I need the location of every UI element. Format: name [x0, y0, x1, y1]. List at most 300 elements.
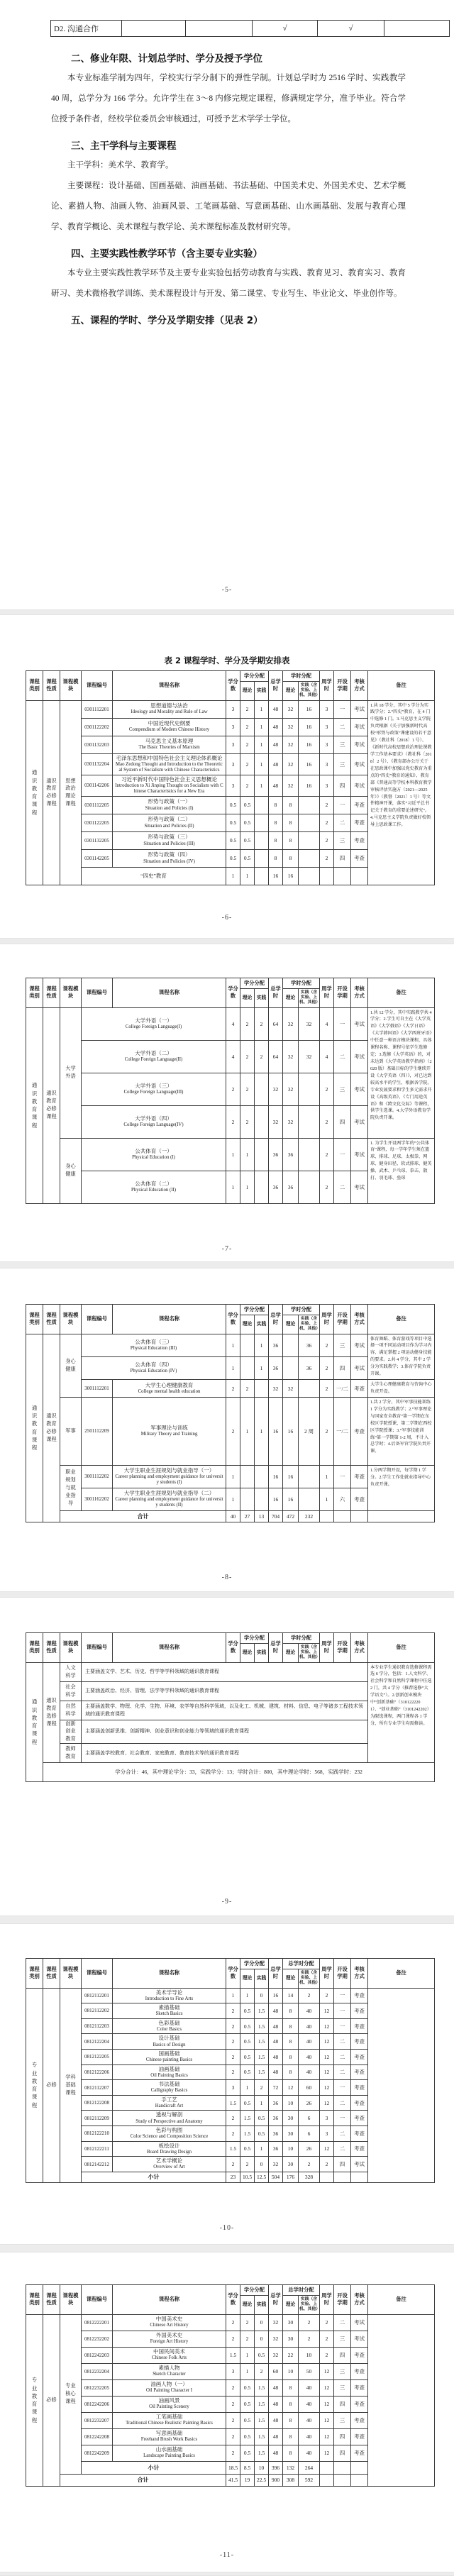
col-hours-theory: 理论	[283, 1315, 299, 1334]
course-name-cn: “四史”教育	[140, 872, 167, 879]
table-row	[26, 1762, 435, 1781]
course-name-cn: 公共体育（四）	[135, 1361, 172, 1369]
value-cell: 3	[226, 718, 240, 736]
module-cell: 军事	[60, 1397, 82, 1465]
course-name-en: College Foreign Language(I)	[125, 1024, 182, 1029]
course-name-en: Military Theory and Training	[140, 1432, 198, 1437]
value-cell: 2	[320, 796, 334, 814]
summary-value-cell: 264	[299, 2461, 320, 2474]
course-name	[82, 1356, 226, 1379]
value-cell: 三	[334, 2379, 351, 2396]
course-name-en: Physical Education (I)	[132, 1154, 175, 1160]
col-hours-dist: 学时分配	[283, 671, 320, 682]
col-semester: 开设学期	[334, 1959, 351, 1989]
col-credit-dist: 学分分配	[240, 978, 269, 989]
value-cell: 考查	[351, 2003, 368, 2019]
value-cell: 1	[226, 1171, 240, 1203]
page-separator	[0, 2572, 454, 2576]
summary-value-cell: 10.5	[240, 2172, 255, 2182]
value-cell: 2	[226, 2428, 240, 2445]
col-module: 课程模块	[60, 1633, 82, 1663]
module-description-cell: 主要涵盖文学、艺术、历史、哲学等学科领域的通识教育课程	[82, 1662, 368, 1681]
value-cell: 36	[269, 1334, 283, 1356]
value-cell: 0.5	[255, 2111, 269, 2126]
table-row	[26, 1662, 435, 1681]
col-hours-practice: 实践（含实验、上机、其他）	[299, 681, 320, 700]
remark-cell: 本专业学生通识教育选修课程需选 6 学分，包括：1.人文科学、社会科学和自然科学课程中任选 2 门，共 4 学分（推荐选修“大学语文”）。2.创新创业模块中“创新基础”（3101222201）、“创业基础”（3101242202）为限选课程，两门课程各 1 学分，所有专业学生均需修读。	[368, 1662, 435, 1762]
value-cell: 四	[334, 1105, 351, 1138]
col-code: 课程编号	[82, 978, 113, 1008]
value-cell: 32	[283, 1073, 299, 1105]
nature-cell: 通识教育必修课程	[43, 1334, 60, 1522]
value-cell: 0.5	[226, 796, 240, 814]
empty-cell	[351, 1510, 368, 1522]
course-name	[113, 831, 226, 849]
value-cell: 32	[283, 1380, 299, 1398]
value-cell: 36	[269, 2126, 283, 2142]
value-cell: 0.5	[240, 2034, 255, 2050]
course-name	[113, 2412, 226, 2428]
value-cell: 考查	[351, 849, 368, 867]
course-name-cn: 大学生职业生涯规划与就业指导（二）	[123, 1489, 215, 1496]
value-cell: 3	[226, 775, 240, 796]
value-cell	[299, 849, 320, 867]
course-code: 3001162202	[82, 1488, 113, 1510]
module-cell: 身心健康	[60, 1138, 82, 1203]
header-row	[26, 1959, 435, 1969]
course-name-cn: 大学生职业生涯规划与就业指导（一）	[123, 1466, 215, 1474]
remark-cell	[368, 1988, 435, 2182]
value-cell: 2	[240, 775, 255, 796]
col-name: 课程名称	[113, 671, 226, 701]
value-cell: 36	[269, 2141, 283, 2157]
value-cell: 12	[320, 2064, 334, 2080]
value-cell: 2	[226, 1380, 240, 1398]
col-hours-practice: 实践（含实验、上机、其他）	[299, 2295, 320, 2314]
value-cell: 0.5	[240, 2095, 255, 2111]
page-number: -6-	[221, 914, 233, 922]
value-cell: 0	[255, 2331, 269, 2347]
value-cell: 48	[269, 753, 283, 775]
col-hours-dist: 总学时分配	[283, 2285, 320, 2296]
col-assessment: 考核方式	[351, 2285, 368, 2315]
value-cell: 1	[255, 1334, 269, 1356]
course-name-en: Color Basics	[157, 2026, 182, 2032]
course-name-cn: 中国民间美术	[153, 2348, 185, 2355]
value-cell: 二	[334, 1171, 351, 1203]
course-name-cn: 色彩与构图	[155, 2127, 183, 2134]
value-cell: 三	[334, 2412, 351, 2428]
course-name-en: College Foreign Language(IV)	[123, 1122, 184, 1127]
value-cell: 1	[320, 1465, 334, 1488]
col-credit-theory: 理论	[240, 681, 255, 700]
course-name-en: Career planning and employment guidance for university students (II)	[115, 1497, 223, 1508]
course-name-cn: 马克思主义基本原理	[145, 738, 194, 745]
value-cell: 1.5	[255, 2379, 269, 2396]
course-name	[82, 1334, 226, 1356]
value-cell: 1	[255, 2141, 269, 2157]
course-name	[113, 718, 226, 736]
course-name-cn: 油画风景	[158, 2397, 180, 2404]
value-cell: 32	[269, 2347, 283, 2363]
value-cell: 8	[283, 2049, 299, 2064]
nature-cell: 必修	[43, 2314, 60, 2486]
value-cell: 1	[255, 1356, 269, 1379]
value-cell: 48	[269, 2412, 283, 2428]
value-cell: 1.5	[255, 2018, 269, 2034]
col-hours-practice: 实践（含实验、上机、其他）	[299, 988, 320, 1007]
value-cell: 32	[269, 1073, 283, 1105]
course-code: 0812242206	[82, 2396, 113, 2412]
col-code: 课程编号	[82, 1305, 113, 1334]
value-cell: 0.5	[226, 849, 240, 867]
value-cell: 16	[283, 867, 299, 885]
value-cell: 1	[255, 718, 269, 736]
value-cell: 48	[269, 2445, 283, 2461]
course-code: 0812112202	[82, 2003, 113, 2019]
value-cell: 考查	[351, 2396, 368, 2412]
summary-value-cell: 328	[299, 2172, 320, 2182]
page-separator	[0, 1261, 454, 1268]
value-cell: 8	[283, 2018, 299, 2034]
course-name-en: Career planning and employment guidance for university students (I)	[115, 1474, 223, 1486]
value-cell: 40	[299, 2445, 320, 2461]
course-name	[113, 1488, 226, 1510]
value-cell	[240, 1334, 255, 1356]
col-remark: 备注	[368, 2285, 435, 2315]
matrix-cell	[384, 21, 450, 37]
course-schedule-table	[26, 978, 435, 1204]
table-row	[26, 1510, 435, 1522]
value-cell: 1	[240, 1171, 255, 1203]
page-separator	[0, 1916, 454, 1924]
value-cell: 1	[255, 2095, 269, 2111]
value-cell: 2	[320, 814, 334, 831]
value-cell: 16	[299, 736, 320, 753]
value-cell: 1	[255, 700, 269, 718]
value-cell: 二	[334, 2049, 351, 2064]
value-cell: 一	[334, 1007, 351, 1040]
value-cell: 32	[299, 1040, 320, 1073]
col-name: 课程名称	[113, 2285, 226, 2315]
value-cell: 32	[283, 700, 299, 718]
course-name	[113, 2034, 226, 2050]
value-cell: 2	[226, 2445, 240, 2461]
value-cell: 32	[283, 753, 299, 775]
course-name-cn: 大学生心理健康教育	[145, 1381, 194, 1388]
module-cell: 思想政治理论课程	[60, 700, 82, 885]
value-cell: 0.5	[255, 2347, 269, 2363]
col-assessment: 考核方式	[351, 978, 368, 1008]
value-cell: 0.5	[240, 2003, 255, 2019]
value-cell: 一	[334, 700, 351, 718]
col-hours-practice: 实践（含实验、上机、其他）	[299, 1969, 320, 1988]
col-hours-theory: 理论	[283, 2295, 299, 2314]
col-credits: 学分数	[226, 1959, 240, 1989]
summary-value-cell: 27	[240, 1510, 255, 1522]
course-code: 0812122208	[82, 2095, 113, 2111]
value-cell: 0	[255, 2157, 269, 2172]
value-cell: 2	[226, 2314, 240, 2331]
value-cell: 0.5	[240, 796, 255, 814]
value-cell: 2	[226, 2064, 240, 2080]
course-name-cn: 大学外语（四）	[135, 1115, 172, 1122]
value-cell	[351, 867, 368, 885]
credit-summary-cell: 学分合计：46，其中理论学分：33，实践学分：13；学时合计：800，其中理论学时：568，实践学时：232	[43, 1762, 435, 1781]
value-cell: 16	[299, 700, 320, 718]
section-heading-3: 三、主干学科与主要课程	[71, 140, 177, 152]
value-cell	[255, 1488, 269, 1510]
value-cell: 48	[269, 775, 283, 796]
course-code: 0301122205	[82, 814, 113, 831]
category-cell: 专业教育课程	[26, 1988, 43, 2182]
value-cell: 12	[320, 2049, 334, 2064]
document-page-7	[0, 944, 454, 1261]
value-cell	[299, 1138, 320, 1171]
page-separator	[0, 1591, 454, 1598]
nature-cell: 通识教育必修课程	[43, 1007, 60, 1203]
section-heading-2: 二、修业年限、计划总学时、学分及授予学位	[71, 53, 262, 65]
value-cell: 48	[269, 2379, 283, 2396]
value-cell: 2	[226, 1397, 240, 1465]
category-cell: 通识教育课程	[26, 700, 43, 885]
value-cell: 1	[240, 2347, 255, 2363]
remark-cell: 1.分两学期开设，每学期 1 学分。2.学生工作处就业指导中心负责开课。	[368, 1465, 435, 1510]
module-description-cell: 主要涵盖政治、经济、管理、法学等学科领域的通识教育课程	[82, 1681, 368, 1701]
value-cell: 2	[240, 736, 255, 753]
value-cell: 16	[269, 1988, 283, 2003]
value-cell: 一	[334, 1988, 351, 2003]
course-name-en: Calligraphy Basics	[150, 2088, 188, 2094]
value-cell	[320, 867, 334, 885]
course-code: 0812232204	[82, 2363, 113, 2379]
value-cell	[299, 867, 320, 885]
value-cell: 1.5	[240, 2111, 255, 2126]
col-name: 课程名称	[113, 1959, 226, 1989]
value-cell: 32	[269, 2314, 283, 2331]
value-cell	[299, 796, 320, 814]
course-table-container	[0, 2284, 454, 2487]
module-cell: 社会科学	[60, 1681, 82, 1701]
course-name-en: Oil Painting Scenery	[149, 2404, 189, 2410]
value-cell: 1.5	[255, 2003, 269, 2019]
value-cell: 3	[320, 2111, 334, 2126]
value-cell: 二	[334, 718, 351, 736]
value-cell: 48	[269, 2018, 283, 2034]
course-name-en: Introduction to Fine Arts	[145, 1996, 194, 2001]
col-credit-theory: 理论	[240, 1315, 255, 1334]
col-total-hours: 总学时	[269, 671, 283, 701]
course-name-cn: 公共体育（一）	[135, 1147, 172, 1154]
header-row	[26, 1633, 435, 1644]
module-cell: 教师教育	[60, 1743, 82, 1762]
value-cell: 2	[320, 1171, 334, 1203]
empty-cell	[334, 2474, 351, 2486]
value-cell: 0.5	[240, 849, 255, 867]
col-credits: 学分数	[226, 2285, 240, 2315]
value-cell: 考查	[351, 1465, 368, 1488]
value-cell: 三	[334, 1073, 351, 1105]
table-header	[26, 1305, 435, 1334]
value-cell: 6	[299, 2126, 320, 2142]
module-cell: 自然科学	[60, 1701, 82, 1720]
course-name-cn: 公共体育（三）	[135, 1338, 172, 1345]
course-name	[113, 2379, 226, 2396]
course-name-en: Freehand Brush Work Basics	[140, 2437, 198, 2443]
value-cell: 0.5	[240, 2064, 255, 2080]
value-cell: 3	[320, 736, 334, 753]
value-cell: 1	[240, 2080, 255, 2096]
value-cell: 3	[320, 2126, 334, 2142]
course-name-en: Situation and Policies (III)	[143, 841, 195, 846]
value-cell: 6	[299, 2111, 320, 2126]
course-name-cn: 形势与政策（二）	[148, 816, 191, 823]
value-cell: 48	[269, 2049, 283, 2064]
value-cell: 2	[240, 1007, 255, 1040]
col-credit-practice: 实践	[255, 1643, 269, 1662]
value-cell: 三	[334, 1334, 351, 1356]
value-cell: 1.5	[240, 2126, 255, 2142]
col-assessment: 考核方式	[351, 1633, 368, 1663]
course-name-en: Compendium of Modern Chinese History	[128, 727, 210, 733]
competency-table-fragment	[50, 20, 450, 37]
value-cell: 72	[269, 2080, 283, 2096]
table-body	[26, 700, 435, 885]
value-cell: 0.5	[240, 831, 255, 849]
course-name-en: Color Science and Composition Science	[130, 2134, 209, 2140]
col-total-hours: 总学时	[269, 2285, 283, 2315]
col-remark: 备注	[368, 1959, 435, 1989]
value-cell: 48	[269, 736, 283, 753]
value-cell: 48	[269, 2428, 283, 2445]
value-cell: 2	[226, 1105, 240, 1138]
col-semester: 开设学期	[334, 2285, 351, 2315]
col-credit-practice: 实践	[255, 2295, 269, 2314]
table-row	[26, 700, 435, 718]
course-name	[82, 1171, 226, 1203]
course-code: 0301112201	[82, 700, 113, 718]
value-cell: 0.5	[226, 814, 240, 831]
course-name	[113, 700, 226, 718]
course-code: 0812232207	[82, 2412, 113, 2428]
course-code: 0812122205	[82, 2049, 113, 2064]
value-cell	[255, 796, 269, 814]
value-cell	[299, 1171, 320, 1203]
table-body	[26, 1334, 435, 1522]
course-name-cn: 设计基础	[158, 2035, 180, 2042]
value-cell	[299, 1465, 320, 1488]
value-cell: 36	[283, 1171, 299, 1203]
value-cell: 考查	[351, 2126, 368, 2142]
value-cell: 16	[283, 1397, 299, 1465]
remark-cell: 1.共 18 学分，其中 5 学分为实践学分；2.“四史”教育，在 4 门中选修 1 门。3.马克思主义学院负责根据《关于加强新时代高校“形势与政策”课建设的若干意见》（教社科〔2018〕1 号）、《新时代高校思想政治理论课教学工作基本要求》（教社科〔2018〕2 号）、《教育部办公厅关于在思政课中加强以党史教育为重点的“四史”教育的通知）、教育部《普通高等学校本科教育教学审核评估实施方（2021—2025 年）》（教督〔2021〕1 号）等文件精神开课，落实“习近平总书记关于教育的重要论述研究”。4.马克思主义学院负责做好校领导上思政课工作。	[368, 700, 435, 885]
table-row	[26, 1465, 435, 1488]
value-cell: 3	[320, 753, 334, 775]
summary-label-cell: 小计	[82, 2461, 226, 2474]
col-code: 课程编号	[82, 671, 113, 701]
course-name	[113, 2003, 226, 2019]
value-cell: 2	[240, 700, 255, 718]
value-cell: 考试	[351, 775, 368, 796]
col-category: 课程类别	[26, 1959, 43, 1989]
value-cell	[299, 1073, 320, 1105]
value-cell: 16	[269, 1397, 283, 1465]
col-total-hours: 总学时	[269, 978, 283, 1008]
course-code: 0812242209	[82, 2445, 113, 2461]
value-cell: 3	[226, 736, 240, 753]
value-cell: 3	[320, 718, 334, 736]
course-name-en: College Foreign Language(II)	[124, 1056, 183, 1062]
value-cell: 40	[299, 2379, 320, 2396]
value-cell: 四	[334, 775, 351, 796]
course-code: 0812122206	[82, 2064, 113, 2080]
course-name	[113, 736, 226, 753]
course-name-en: Oil Painting Basics	[150, 2072, 188, 2078]
value-cell	[283, 1356, 299, 1379]
document-page-6	[0, 615, 454, 938]
value-cell: 四	[334, 2157, 351, 2172]
value-cell: 8	[269, 831, 283, 849]
empty-cell	[334, 2172, 351, 2182]
value-cell: 0.5	[240, 814, 255, 831]
value-cell: 32	[269, 2157, 283, 2172]
course-name-cn: 国画基础	[158, 2050, 180, 2057]
course-name-en: Study of Perspective and Anatomy	[135, 2118, 203, 2124]
summary-value-cell: 40	[226, 1510, 240, 1522]
course-name	[113, 2347, 226, 2363]
value-cell: 1.5	[255, 2396, 269, 2412]
table-row	[26, 1397, 435, 1465]
course-name	[82, 1007, 226, 1040]
value-cell: 一	[334, 2018, 351, 2034]
value-cell: 36	[269, 2095, 283, 2111]
value-cell: 1	[226, 1465, 240, 1488]
col-assessment: 考核方式	[351, 1959, 368, 1989]
value-cell: 40	[299, 2064, 320, 2080]
remark-cell: 体育舞蹈、体育游戏等项目中选择一项不同运动项目作为学习内容，满足掌握 2 项运动健身技能的要求。2.共 4 学分，其中 2 学分为实践教学；3.体育学院负责开课。	[368, 1334, 435, 1380]
value-cell: 2	[320, 2331, 334, 2347]
module-description-cell: 主要涵盖学校教育、社会教育、家庭教育、教育技术等的通识教育课程	[82, 1743, 368, 1762]
page-number: -7-	[221, 1245, 233, 1253]
document-page-11	[0, 2252, 454, 2572]
course-schedule-table	[26, 1632, 435, 1782]
value-cell: 2	[226, 2111, 240, 2126]
value-cell: 考试	[351, 1105, 368, 1138]
col-weekly: 周学时	[320, 978, 334, 1008]
course-name-en: Chinese Art History	[150, 2323, 189, 2328]
value-cell: 考查	[351, 2141, 368, 2157]
value-cell: 10	[283, 2363, 299, 2379]
course-name-en: Chinese Folk Arts	[151, 2355, 187, 2361]
course-name-cn: 艺术学概论	[155, 2157, 183, 2165]
competency-label: D2. 沟通合作	[51, 21, 122, 37]
col-nature: 课程性质	[43, 2285, 60, 2315]
value-cell: 12	[320, 2141, 334, 2157]
value-cell: 2	[240, 2314, 255, 2331]
value-cell: 四	[334, 849, 351, 867]
col-hours-dist: 学时分配	[283, 978, 320, 989]
summary-value-cell: 504	[269, 2172, 283, 2182]
course-name	[113, 2126, 226, 2142]
value-cell: 32	[283, 1007, 299, 1040]
col-name: 课程名称	[113, 978, 226, 1008]
course-name	[113, 1397, 226, 1465]
course-name-cn: 中国美术史	[155, 2316, 183, 2323]
value-cell: 8	[283, 2396, 299, 2412]
value-cell	[255, 867, 269, 885]
page5-body	[51, 43, 406, 330]
nature-cell: 通识教育必修课程	[43, 700, 60, 885]
